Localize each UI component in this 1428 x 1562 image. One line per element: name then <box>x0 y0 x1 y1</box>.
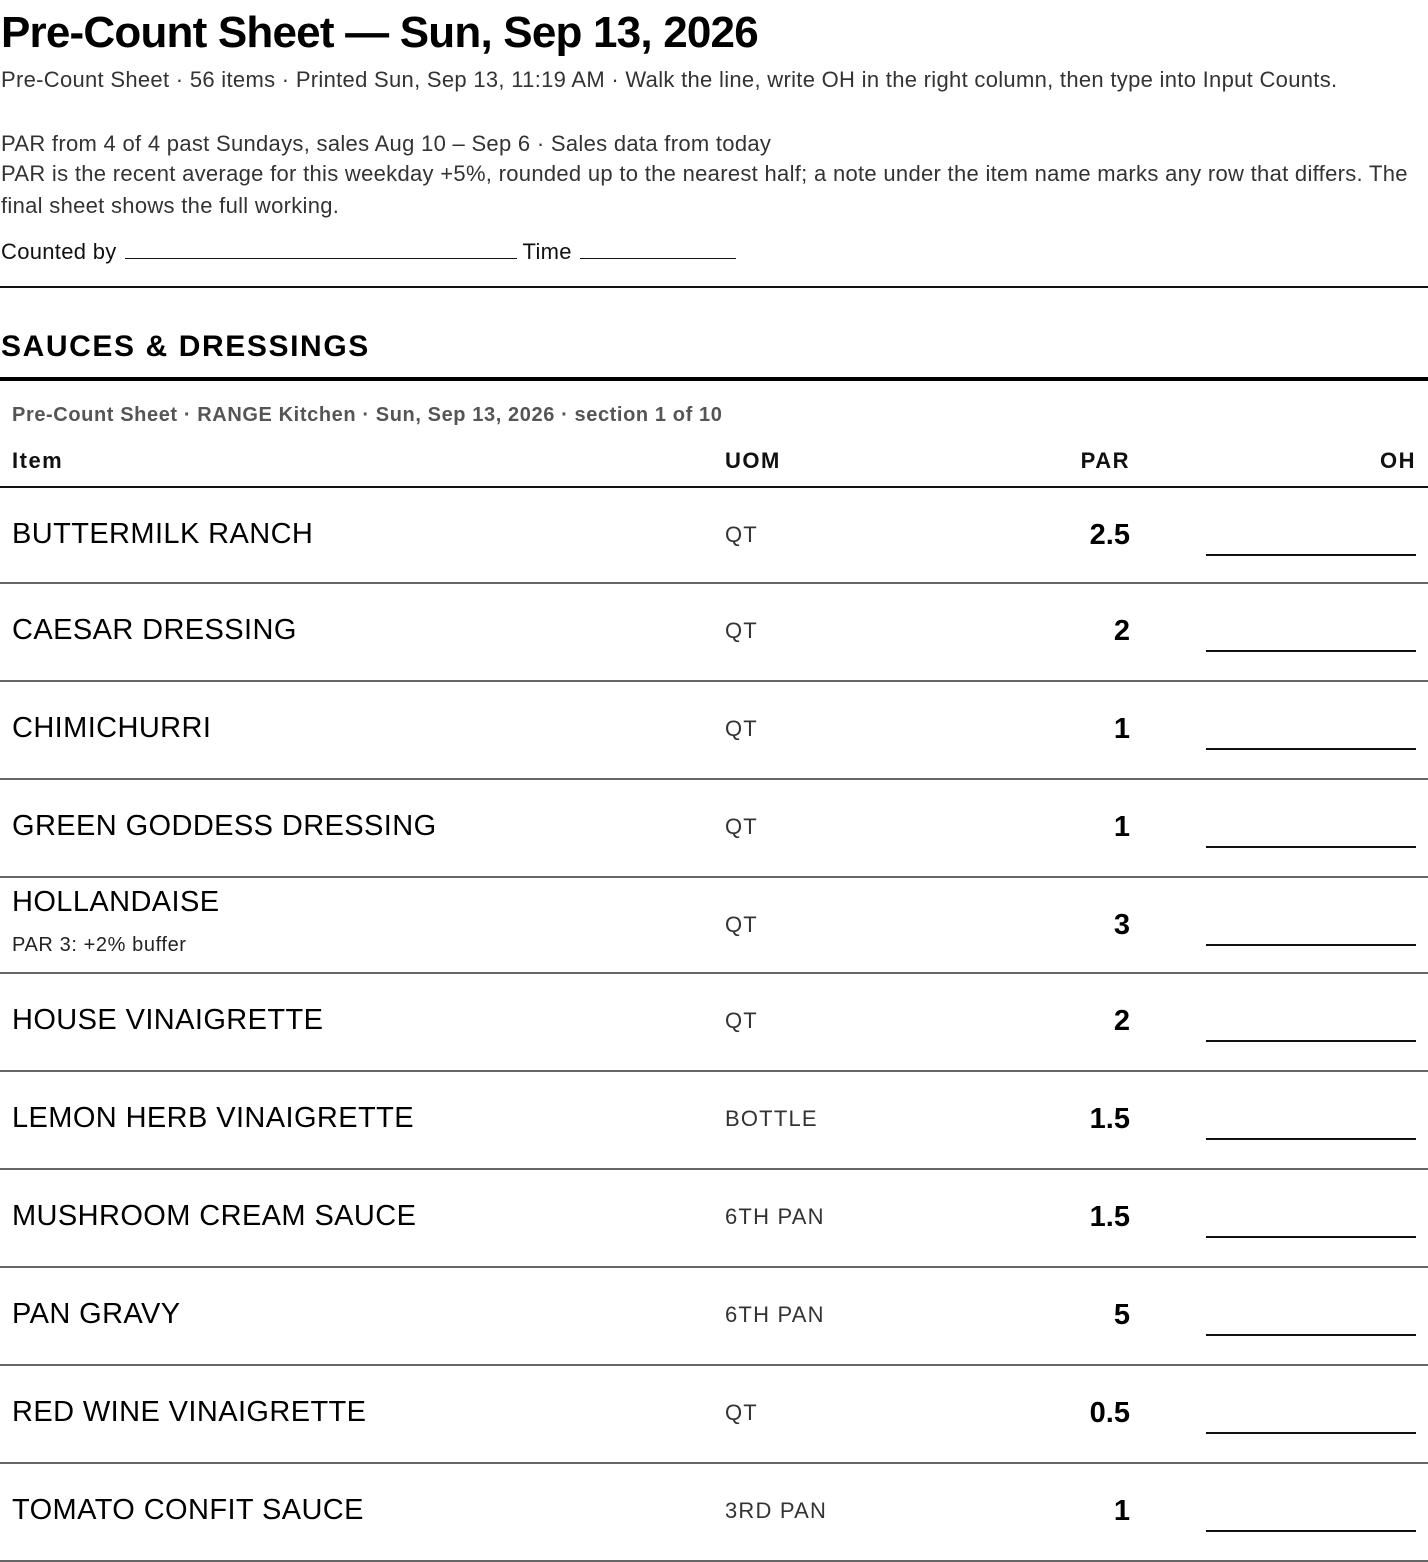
on-hand-write-in-line[interactable] <box>1206 1334 1416 1336</box>
item-name: BUTTERMILK RANCH <box>12 518 314 550</box>
item-par: 1 <box>1113 811 1130 843</box>
item-name: CAESAR DRESSING <box>12 614 297 646</box>
item-par: 1.5 <box>1089 1201 1130 1233</box>
item-uom: BOTTLE <box>725 1106 818 1131</box>
on-hand-write-in-line[interactable] <box>1206 944 1416 946</box>
item-name: MUSHROOM CREAM SAUCE <box>12 1200 417 1232</box>
on-hand-write-in-line[interactable] <box>1206 1138 1416 1140</box>
item-uom: QT <box>725 912 758 937</box>
item-par: 2 <box>1113 1005 1130 1037</box>
item-par: 5 <box>1113 1299 1130 1331</box>
item-name: HOUSE VINAIGRETTE <box>12 1004 324 1036</box>
section-divider <box>0 377 1428 381</box>
table-row <box>0 1366 1428 1464</box>
table-row <box>0 682 1428 780</box>
column-header-item: Item <box>12 448 64 473</box>
item-name: CHIMICHURRI <box>12 712 212 744</box>
table-row <box>0 488 1428 584</box>
item-par: 1 <box>1113 713 1130 745</box>
table-row <box>0 1170 1428 1268</box>
on-hand-write-in-line[interactable] <box>1206 650 1416 652</box>
item-par: 1.5 <box>1089 1103 1130 1135</box>
item-uom: 6TH PAN <box>725 1204 825 1229</box>
page-title: Pre-Count Sheet — Sun, Sep 13, 2026 <box>1 8 758 57</box>
section-heading: SAUCES & DRESSINGS <box>1 330 370 363</box>
counted-by-blank <box>125 240 517 259</box>
on-hand-write-in-line[interactable] <box>1206 1432 1416 1434</box>
item-name: HOLLANDAISE <box>12 886 220 918</box>
running-header: Pre-Count Sheet · RANGE Kitchen · Sun, Sep 13, 2026 · section 1 of 10 <box>12 404 723 426</box>
item-uom: 6TH PAN <box>725 1302 825 1327</box>
item-par-note: PAR 3: +2% buffer <box>12 934 187 956</box>
item-name: LEMON HERB VINAIGRETTE <box>12 1102 414 1134</box>
item-uom: QT <box>725 522 758 547</box>
column-header-oh: OH <box>1380 448 1416 473</box>
table-row <box>0 878 1428 974</box>
item-par: 2 <box>1113 615 1130 647</box>
item-uom: QT <box>725 814 758 839</box>
item-par: 0.5 <box>1089 1397 1130 1429</box>
on-hand-write-in-line[interactable] <box>1206 1236 1416 1238</box>
item-name: GREEN GODDESS DRESSING <box>12 810 437 842</box>
column-header-uom: UOM <box>725 448 781 473</box>
sheet-summary: Pre-Count Sheet · 56 items · Printed Sun, Sep 13, 11:19 AM · Walk the line, write OH in the right column, then type into Input Counts. <box>1 67 1338 92</box>
on-hand-write-in-line[interactable] <box>1206 554 1416 556</box>
item-uom: QT <box>725 716 758 741</box>
par-method-note: PAR is the recent average for this weekday +5%, rounded up to the nearest half; a note under the item name marks any row that differs. The final sheet shows the full working. <box>1 161 1408 218</box>
on-hand-write-in-line[interactable] <box>1206 1530 1416 1532</box>
count-table <box>0 488 1428 1562</box>
item-uom: 3RD PAN <box>725 1498 828 1523</box>
column-header-par: PAR <box>1080 448 1130 473</box>
table-row <box>0 1072 1428 1170</box>
item-name: TOMATO CONFIT SAUCE <box>12 1494 364 1526</box>
time-label: Time <box>522 239 572 264</box>
item-uom: QT <box>725 1400 758 1425</box>
item-par: 1 <box>1113 1495 1130 1527</box>
counted-by-label: Counted by <box>1 239 117 264</box>
on-hand-write-in-line[interactable] <box>1206 748 1416 750</box>
item-name: PAN GRAVY <box>12 1298 181 1330</box>
on-hand-write-in-line[interactable] <box>1206 1040 1416 1042</box>
on-hand-write-in-line[interactable] <box>1206 846 1416 848</box>
item-uom: QT <box>725 618 758 643</box>
time-blank <box>580 240 736 259</box>
signoff-line <box>1 236 742 268</box>
table-row <box>0 1464 1428 1562</box>
item-uom: QT <box>725 1008 758 1033</box>
table-row <box>0 584 1428 682</box>
table-row <box>0 974 1428 1072</box>
table-row <box>0 1268 1428 1366</box>
item-par: 3 <box>1113 909 1130 941</box>
par-source-note: PAR from 4 of 4 past Sundays, sales Aug 10 – Sep 6 · Sales data from today <box>1 131 772 156</box>
item-par: 2.5 <box>1089 519 1130 551</box>
item-name: RED WINE VINAIGRETTE <box>12 1396 367 1428</box>
table-row <box>0 780 1428 878</box>
header-divider <box>0 286 1428 288</box>
